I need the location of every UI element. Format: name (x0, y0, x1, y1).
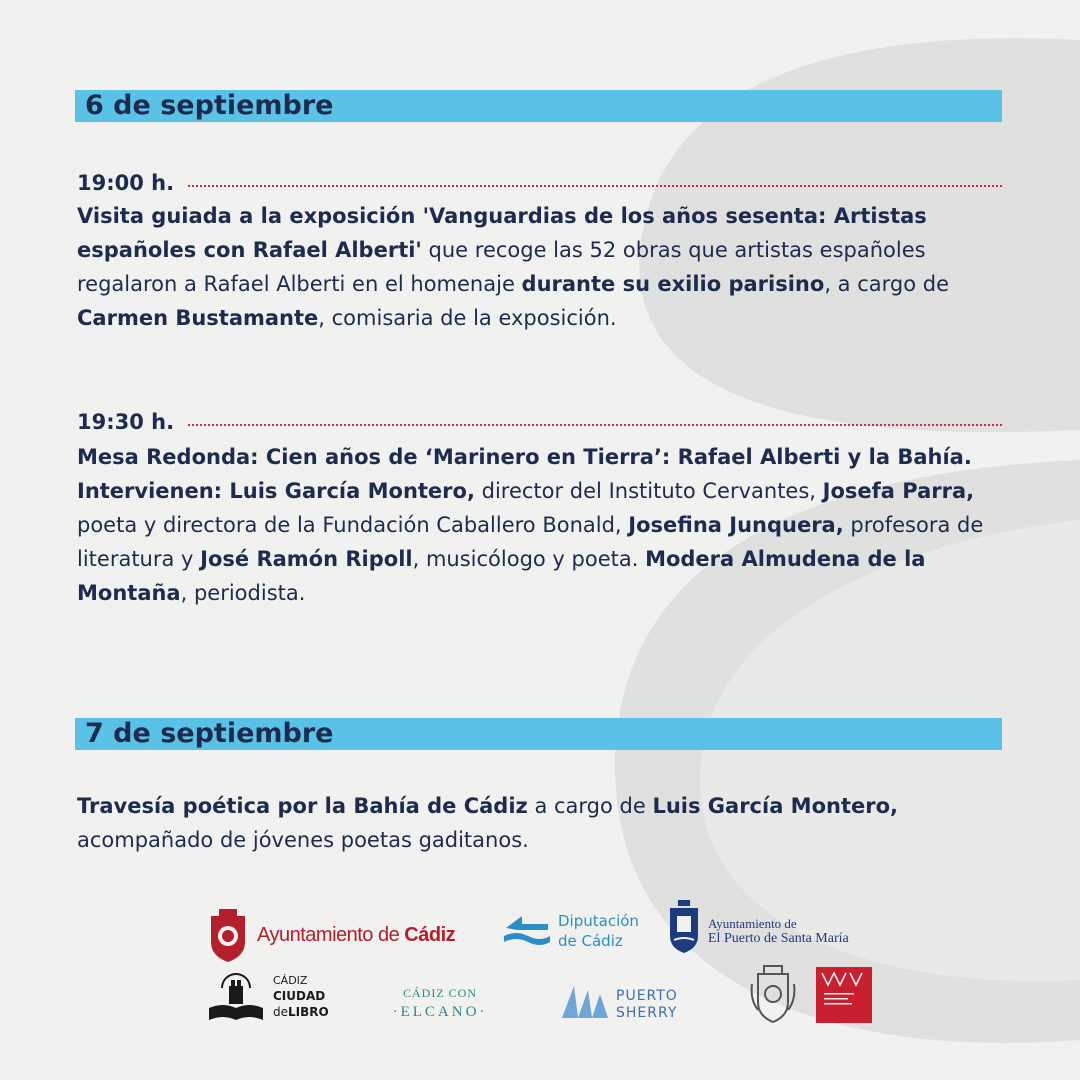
puerto-crest-icon (668, 900, 700, 954)
logo-heraldic-seal (748, 964, 798, 1026)
moderator-role: , periodista. (180, 581, 306, 605)
moderator-name: Modera Almudena de la Montaña (77, 547, 926, 605)
logo-ciudad-libro-line2: CIUDAD (273, 989, 326, 1003)
logo-cadiz-con-elcano (380, 986, 500, 1026)
logo-ciudad-libro-libro: LIBRO (288, 1005, 329, 1019)
speaker-role: poeta y directora de la Fundación Caballero Bonald, (77, 513, 629, 537)
speaker-name: Luis García Montero, (652, 794, 899, 818)
logo-diputacion-line2: de Cádiz (558, 932, 623, 950)
logo-diputacion-cadiz (502, 910, 642, 960)
logo-ayuntamiento-cadiz (205, 906, 465, 966)
speaker-role: , comisaria de la exposición. (318, 306, 617, 330)
logo-cadiz-ciudad-libro (205, 970, 335, 1028)
speaker-role: , musicólogo y poeta. (412, 547, 646, 571)
logo-elcano-line1: CÁDIZ CON (403, 986, 477, 1000)
event-description-1 (77, 199, 1012, 335)
dotted-separator (188, 185, 1002, 187)
event-time-row-1 (77, 168, 1002, 198)
speaker-name: Carmen Bustamante (77, 306, 319, 330)
logo-ciudad-libro-line3 (273, 1005, 329, 1019)
logo-ayuntamiento-cadiz-text (257, 924, 455, 947)
event-text-bold: durante su exilio parisino (521, 272, 825, 296)
logo-ayuntamiento-cadiz-prefix: Ayuntamiento de (257, 924, 405, 946)
logo-puerto-line1: Ayuntamiento de (708, 916, 797, 931)
event-title: Visita guiada a la exposición 'Vanguardias de los años sesenta: Artistas españoles con Rafael Alberti' (77, 204, 927, 262)
dotted-separator (188, 424, 1002, 426)
logo-puerto-sherry (560, 982, 690, 1026)
logo-elcano-line2: ·ELCANO· (392, 1004, 488, 1020)
event-text: , a cargo de (824, 272, 950, 296)
logo-puerto-line2: El Puerto de Santa María (708, 931, 849, 946)
speaker-name: José Ramón Ripoll (200, 547, 413, 571)
speaker-name: Josefina Junquera, (628, 513, 844, 537)
event-description-2 (77, 440, 1012, 610)
date-header-day1 (75, 90, 1002, 122)
event-text: a cargo de (527, 794, 653, 818)
event-text: acompañado de jóvenes poetas gaditanos. (77, 828, 529, 852)
date-header-day2-text: 7 de septiembre (85, 718, 334, 749)
date-header-day1-text: 6 de septiembre (85, 90, 334, 121)
sails-icon (560, 982, 612, 1022)
event-time-1: 19:00 h. (77, 171, 175, 195)
logo-sherry-line1: PUERTO (616, 988, 678, 1004)
event-description-3 (77, 789, 1012, 857)
event-time-2: 19:30 h. (77, 410, 175, 434)
red-square-mark-icon (816, 967, 872, 1023)
event-title: Travesía poética por la Bahía de Cádiz (77, 794, 528, 818)
logo-diputacion-line1: Diputación (558, 912, 639, 930)
logo-ciudad-libro-de: de (273, 1005, 288, 1019)
logo-red-square (816, 967, 872, 1023)
event-text: que recoge las 52 obras que artistas españoles regalaron a Rafael Alberti en el homenaje (77, 238, 926, 296)
logo-ayuntamiento-cadiz-strong: Cádiz (404, 924, 456, 946)
cadiz-crest-icon (205, 908, 251, 964)
heraldic-seal-icon (748, 964, 798, 1026)
event-title: Mesa Redonda: Cien años de ‘Marinero en Tierra’: Rafael Alberti y la Bahía. Intervienen: Luis García Montero, (77, 445, 972, 503)
logo-puerto-santa-maria (668, 900, 883, 956)
speaker-role: profesora de literatura y (77, 513, 984, 571)
logo-ciudad-libro-line1: CÁDIZ (273, 974, 308, 987)
diputacion-wave-icon (502, 914, 552, 950)
date-header-day2 (75, 718, 1002, 750)
event-time-row-2 (77, 407, 1002, 437)
logo-sherry-line2: SHERRY (616, 1005, 678, 1021)
book-castle-icon (205, 970, 267, 1024)
speaker-role: director del Instituto Cervantes, (474, 479, 823, 503)
speaker-name: Josefa Parra, (822, 479, 975, 503)
